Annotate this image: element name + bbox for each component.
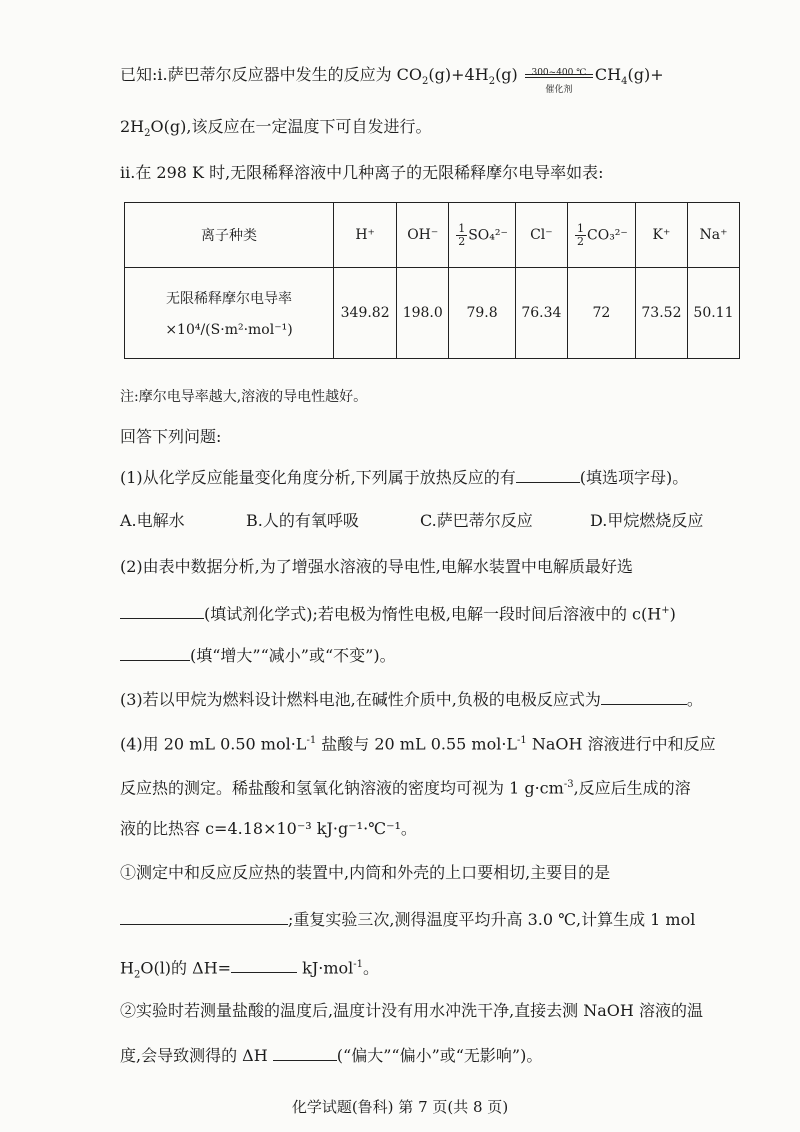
value-cell: 73.52 — [635, 268, 687, 359]
question-2-line3: (填“增大”“减小”或“不变”)。 — [120, 644, 396, 667]
question-4-line1: (4)用 20 mL 0.50 $mol\cdot L^{-1}$ 盐酸与 20 mL 0.55 $mol\cdot L^{-1}$ NaOH 溶液进行中和反应 — [120, 734, 716, 754]
question-3: (3)若以甲烷为燃料设计燃料电池,在碱性介质中,负极的电极反应式为 。 — [120, 690, 703, 709]
subquestion-1-line2: ;重复实验三次,测得温度平均升高 3.0 ℃,计算生成 1 mol — [120, 908, 695, 931]
answer-blank[interactable] — [516, 466, 580, 483]
option-b: B.人的有氧呼吸 — [246, 511, 359, 530]
known-table-intro: ii.在 298 K 时,无限稀释溶液中几种离子的无限稀释摩尔电导率如表: — [120, 163, 604, 182]
ion-cell: OH⁻ — [397, 203, 449, 268]
value-cell: 349.82 — [334, 268, 397, 359]
value-cell: 79.8 — [449, 268, 516, 359]
value-cell: 50.11 — [687, 268, 739, 359]
value-cell: 198.0 — [397, 268, 449, 359]
table-row-header — [125, 203, 740, 268]
ion-cell-carbonate: $\frac{1}{2}$ CO₃²⁻ — [567, 203, 635, 268]
question-2-line1: (2)由表中数据分析,为了增强水溶液的导电性,电解水装置中电解质最好选 — [120, 557, 633, 576]
ion-cell: Na⁺ — [687, 203, 739, 268]
known-reaction-line: 已知:i.萨巴蒂尔反应器中发生的反应为 $CO_2(g)+4H_2(g)$ 300~400 ℃ 催化剂 $CH_4(g)+$ — [120, 65, 664, 95]
value-cell: 72 — [567, 268, 635, 359]
ion-cell-sulfate: $\frac{1}{2}$ SO₄²⁻ — [449, 203, 516, 268]
value-cell: 76.34 — [515, 268, 567, 359]
question-4-line3: 液的比热容 c=4.18×10⁻³ kJ·g⁻¹·℃⁻¹。 — [120, 819, 417, 838]
subquestion-1-line3: $H_2O(l)$的 ΔH= kJ·mol$^{-1}$。 — [120, 958, 380, 981]
answer-blank[interactable] — [601, 688, 687, 705]
subquestion-2-line2: 度,会导致测得的 ΔH (“偏大”“偏小”或“无影响”)。 — [120, 1046, 543, 1065]
questions-prompt: 回答下列问题: — [120, 427, 222, 446]
value-label-cell: 无限稀释摩尔电导率 ×10⁴/(S·m²·mol⁻¹) — [125, 268, 334, 359]
half-fraction: $\frac{1}{2}$ — [458, 221, 466, 248]
question-1: (1)从化学反应能量变化角度分析,下列属于放热反应的有 (填选项字母)。 — [120, 468, 689, 487]
option-c: C.萨巴蒂尔反应 — [420, 511, 533, 530]
answer-blank[interactable] — [120, 644, 190, 661]
table-row-values — [125, 268, 740, 359]
answer-blank[interactable] — [231, 956, 297, 973]
ion-cell: H⁺ — [334, 203, 397, 268]
known-reaction-line2: $2H_2O(g)$,该反应在一定温度下可自发进行。 — [120, 117, 432, 140]
answer-blank[interactable] — [273, 1044, 337, 1061]
conductivity-table — [124, 202, 740, 359]
page-footer: 化学试题(鲁科) 第 7 页(共 8 页) — [291, 1098, 509, 1116]
table-header-label: 离子种类 — [125, 203, 334, 268]
table-note: 注:摩尔电导率越大,溶液的导电性越好。 — [120, 389, 368, 405]
subquestion-1-line1: ①测定中和反应反应热的装置中,内筒和外壳的上口要相切,主要目的是 — [120, 863, 611, 882]
subquestion-2-line1: ②实验时若测量盐酸的温度后,温度计没有用水冲洗干净,直接去测 NaOH 溶液的温 — [120, 1001, 703, 1020]
option-d: D.甲烷燃烧反应 — [590, 511, 704, 530]
answer-blank[interactable] — [120, 602, 204, 619]
reaction-arrow: 300~400 ℃ 催化剂 — [525, 65, 593, 87]
question-2-line2: (填试剂化学式);若电极为惰性电极,电解一段时间后溶液中的 c(H+) — [120, 600, 676, 625]
answer-blank[interactable] — [120, 908, 288, 925]
ion-cell: Cl⁻ — [515, 203, 567, 268]
option-a: A.电解水 — [120, 511, 185, 530]
half-fraction: $\frac{1}{2}$ — [577, 221, 584, 248]
question-4-line2: 反应热的测定。稀盐酸和氢氧化钠溶液的密度均可视为 1 $g\cdot cm^{-3}$,反应后生成的溶 — [120, 778, 691, 798]
ion-cell: K⁺ — [635, 203, 687, 268]
